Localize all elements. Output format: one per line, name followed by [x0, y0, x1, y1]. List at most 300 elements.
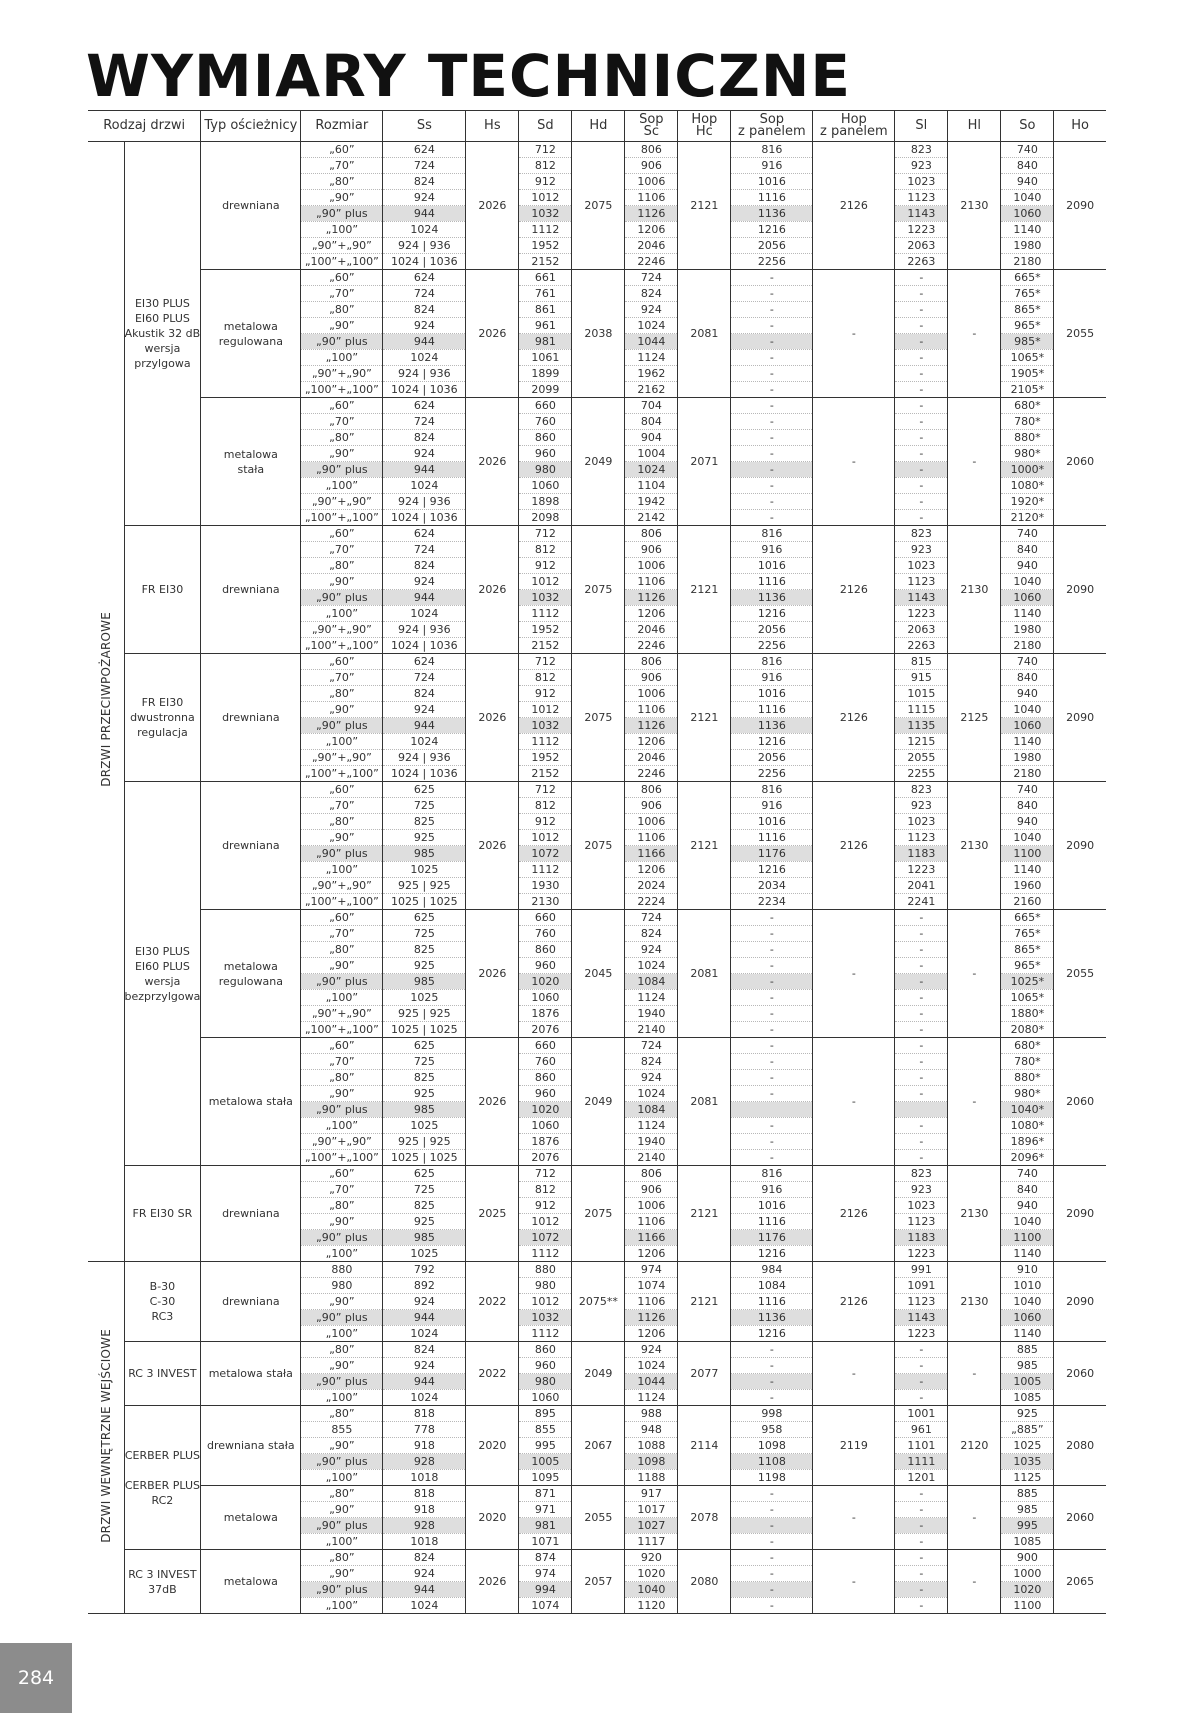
sop-panel-cell: -: [731, 462, 813, 478]
ss-cell: 1025: [383, 990, 466, 1006]
sop-sc-cell: 1074: [625, 1278, 678, 1294]
sop-panel-cell: -: [731, 1598, 813, 1614]
size-cell: „90” plus: [301, 1310, 383, 1326]
sop-sc-cell: 704: [625, 398, 678, 414]
size-cell: „80”: [301, 686, 383, 702]
sop-panel-cell: 816: [731, 526, 813, 542]
size-cell: „70”: [301, 158, 383, 174]
size-cell: „90”: [301, 958, 383, 974]
hop-panel-cell: 2126: [813, 1166, 895, 1262]
sop-sc-cell: 806: [625, 782, 678, 798]
sop-sc-cell: 906: [625, 1182, 678, 1198]
sop-sc-cell: 806: [625, 142, 678, 158]
size-cell: 880: [301, 1262, 383, 1278]
ss-cell: 625: [383, 1038, 466, 1054]
door-type-cell: CERBER PLUS CERBER PLUS RC2: [124, 1406, 201, 1550]
sd-cell: 661: [519, 270, 572, 286]
sd-cell: 812: [519, 1182, 572, 1198]
sl-cell: 2055: [895, 750, 948, 766]
hl-cell: 2130: [948, 142, 1001, 270]
sd-cell: 1020: [519, 974, 572, 990]
sl-cell: 1123: [895, 830, 948, 846]
sd-cell: 712: [519, 654, 572, 670]
table-row: [88, 142, 1106, 158]
so-cell: 1080*: [1001, 478, 1054, 494]
ho-cell: 2080: [1054, 1406, 1106, 1486]
sd-cell: 960: [519, 1358, 572, 1374]
so-cell: 985*: [1001, 334, 1054, 350]
sop-panel-cell: -: [731, 1342, 813, 1358]
so-cell: 965*: [1001, 958, 1054, 974]
ss-cell: 944: [383, 718, 466, 734]
sl-cell: -: [895, 510, 948, 526]
hd-cell: 2075: [572, 526, 625, 654]
hd-cell: 2075**: [572, 1262, 625, 1342]
hd-cell: 2075: [572, 142, 625, 270]
door-type-cell: FR EI30 SR: [124, 1166, 201, 1262]
sd-cell: 860: [519, 942, 572, 958]
sl-cell: -: [895, 366, 948, 382]
sop-panel-cell: 1016: [731, 814, 813, 830]
sop-sc-cell: 1126: [625, 590, 678, 606]
hs-cell: 2020: [466, 1486, 519, 1550]
ss-cell: 1024 | 1036: [383, 382, 466, 398]
so-cell: 1085: [1001, 1390, 1054, 1406]
sop-sc-cell: 1940: [625, 1006, 678, 1022]
sd-cell: 895: [519, 1406, 572, 1422]
sop-panel-cell: -: [731, 958, 813, 974]
sl-cell: 923: [895, 542, 948, 558]
sl-cell: -: [895, 1038, 948, 1054]
size-cell: „100”: [301, 1246, 383, 1262]
sop-panel-cell: 1136: [731, 206, 813, 222]
sl-cell: -: [895, 1550, 948, 1566]
sop-panel-cell: 1216: [731, 734, 813, 750]
ho-cell: 2060: [1054, 1486, 1106, 1550]
sd-cell: 660: [519, 910, 572, 926]
size-cell: „90”+„90”: [301, 750, 383, 766]
so-cell: „885”: [1001, 1422, 1054, 1438]
sd-cell: 860: [519, 1342, 572, 1358]
sop-panel-cell: 2256: [731, 766, 813, 782]
sop-sc-cell: 1206: [625, 862, 678, 878]
sop-panel-cell: -: [731, 1118, 813, 1134]
hl-cell: 2125: [948, 654, 1001, 782]
table-row: [88, 270, 1106, 286]
ss-cell: 1025: [383, 862, 466, 878]
so-cell: 995: [1001, 1518, 1054, 1534]
sd-cell: 2152: [519, 766, 572, 782]
sl-cell: -: [895, 382, 948, 398]
sop-sc-cell: 1206: [625, 606, 678, 622]
sop-sc-cell: 2046: [625, 622, 678, 638]
sop-panel-cell: 2056: [731, 750, 813, 766]
ss-cell: 1018: [383, 1470, 466, 1486]
ss-cell: 925: [383, 830, 466, 846]
hop-panel-cell: 2126: [813, 654, 895, 782]
so-cell: 1040: [1001, 574, 1054, 590]
sd-cell: 712: [519, 782, 572, 798]
so-cell: 1040: [1001, 1214, 1054, 1230]
frame-type-cell: drewniana: [201, 526, 301, 654]
hop-panel-cell: 2126: [813, 142, 895, 270]
sop-panel-cell: -: [731, 974, 813, 990]
sop-panel-cell: 1016: [731, 686, 813, 702]
sop-panel-cell: 1216: [731, 862, 813, 878]
ss-cell: 925: [383, 1214, 466, 1230]
so-cell: 2180: [1001, 254, 1054, 270]
header-hl: Hl: [948, 111, 1001, 142]
so-cell: 1000: [1001, 1566, 1054, 1582]
sop-panel-cell: 916: [731, 1182, 813, 1198]
hs-cell: 2026: [466, 654, 519, 782]
hop-panel-cell: 2119: [813, 1406, 895, 1486]
sl-cell: -: [895, 990, 948, 1006]
ss-cell: 924: [383, 574, 466, 590]
ss-cell: 944: [383, 462, 466, 478]
sop-panel-cell: -: [731, 1086, 813, 1102]
size-cell: „80”: [301, 1550, 383, 1566]
sop-sc-cell: 1126: [625, 1310, 678, 1326]
hop-panel-cell: -: [813, 1486, 895, 1550]
sop-sc-cell: 1044: [625, 1374, 678, 1390]
sop-sc-cell: 1188: [625, 1470, 678, 1486]
sd-cell: 980: [519, 462, 572, 478]
sd-cell: 880: [519, 1262, 572, 1278]
header-typ-oscieznicy: Typ ościeżnicy: [201, 111, 301, 142]
sop-panel-cell: 916: [731, 670, 813, 686]
so-cell: 680*: [1001, 1038, 1054, 1054]
hs-cell: 2026: [466, 910, 519, 1038]
sop-sc-cell: 1120: [625, 1598, 678, 1614]
page-number: 284: [0, 1643, 72, 1713]
sop-panel-cell: -: [731, 510, 813, 526]
hd-cell: 2057: [572, 1550, 625, 1614]
header-sop-sc: Sop Sc: [625, 111, 678, 142]
sl-cell: 823: [895, 782, 948, 798]
sd-cell: 1060: [519, 990, 572, 1006]
so-cell: 1040*: [1001, 1102, 1054, 1118]
sd-cell: 2130: [519, 894, 572, 910]
sd-cell: 1012: [519, 702, 572, 718]
size-cell: „60”: [301, 782, 383, 798]
size-cell: „90” plus: [301, 846, 383, 862]
so-cell: 1005: [1001, 1374, 1054, 1390]
sop-panel-cell: 1084: [731, 1278, 813, 1294]
size-cell: „100”: [301, 734, 383, 750]
sl-cell: 1123: [895, 574, 948, 590]
ss-cell: 925 | 925: [383, 1006, 466, 1022]
so-cell: 940: [1001, 814, 1054, 830]
ss-cell: 918: [383, 1502, 466, 1518]
sop-panel-cell: 816: [731, 782, 813, 798]
sop-sc-cell: 1084: [625, 974, 678, 990]
so-cell: 840: [1001, 158, 1054, 174]
so-cell: 1040: [1001, 1294, 1054, 1310]
sop-sc-cell: 1106: [625, 830, 678, 846]
hop-hc-cell: 2121: [678, 654, 731, 782]
sd-cell: 1012: [519, 1214, 572, 1230]
hop-hc-cell: 2078: [678, 1486, 731, 1550]
header-ss: Ss: [383, 111, 466, 142]
sl-cell: -: [895, 302, 948, 318]
sd-cell: 1061: [519, 350, 572, 366]
sop-panel-cell: -: [731, 1006, 813, 1022]
size-cell: „90” plus: [301, 718, 383, 734]
so-cell: 965*: [1001, 318, 1054, 334]
ss-cell: 625: [383, 910, 466, 926]
sd-cell: 974: [519, 1566, 572, 1582]
so-cell: 1960: [1001, 878, 1054, 894]
so-cell: 1060: [1001, 1310, 1054, 1326]
sop-panel-cell: 998: [731, 1406, 813, 1422]
so-cell: 985: [1001, 1502, 1054, 1518]
ss-cell: 625: [383, 1166, 466, 1182]
sop-sc-cell: 2140: [625, 1022, 678, 1038]
frame-type-cell: drewniana stała: [201, 1406, 301, 1486]
hl-cell: -: [948, 1486, 1001, 1550]
so-cell: 1896*: [1001, 1134, 1054, 1150]
ho-cell: 2055: [1054, 270, 1106, 398]
hd-cell: 2055: [572, 1486, 625, 1550]
table-row: [88, 1342, 1106, 1358]
size-cell: „90”: [301, 318, 383, 334]
sop-panel-cell: -: [731, 1374, 813, 1390]
sd-cell: 971: [519, 1502, 572, 1518]
sop-sc-cell: 2024: [625, 878, 678, 894]
sl-cell: -: [895, 1134, 948, 1150]
sd-cell: 1112: [519, 606, 572, 622]
sd-cell: 912: [519, 1198, 572, 1214]
hl-cell: 2130: [948, 1166, 1001, 1262]
sl-cell: -: [895, 478, 948, 494]
sd-cell: 1899: [519, 366, 572, 382]
hop-hc-cell: 2077: [678, 1342, 731, 1406]
sop-sc-cell: 1117: [625, 1534, 678, 1550]
sop-panel-cell: 2056: [731, 238, 813, 254]
size-cell: „60”: [301, 910, 383, 926]
sop-sc-cell: 1084: [625, 1102, 678, 1118]
ss-cell: 1024 | 1036: [383, 638, 466, 654]
sop-panel-cell: 1116: [731, 1214, 813, 1230]
hs-cell: 2022: [466, 1262, 519, 1342]
sop-panel-cell: -: [731, 446, 813, 462]
size-cell: „60”: [301, 1038, 383, 1054]
sl-cell: -: [895, 958, 948, 974]
frame-type-cell: metalowa: [201, 1486, 301, 1550]
sd-cell: 2152: [519, 254, 572, 270]
size-cell: „90”+„90”: [301, 366, 383, 382]
table-row: [88, 526, 1106, 542]
so-cell: 1140: [1001, 1246, 1054, 1262]
hop-panel-cell: -: [813, 1038, 895, 1166]
sop-panel-cell: -: [731, 350, 813, 366]
ho-cell: 2090: [1054, 1166, 1106, 1262]
ho-cell: 2060: [1054, 1038, 1106, 1166]
sop-panel-cell: -: [731, 926, 813, 942]
ss-cell: 825: [383, 1070, 466, 1086]
size-cell: „90”+„90”: [301, 1134, 383, 1150]
sl-cell: 1023: [895, 558, 948, 574]
ss-cell: 624: [383, 654, 466, 670]
so-cell: 885: [1001, 1342, 1054, 1358]
sl-cell: 823: [895, 526, 948, 542]
ss-cell: 892: [383, 1278, 466, 1294]
ss-cell: 724: [383, 670, 466, 686]
sop-sc-cell: 1962: [625, 366, 678, 382]
ss-cell: 985: [383, 974, 466, 990]
section-label-text: DRZWI WEWNĘTRZNE WEJŚCIOWE: [98, 1328, 113, 1543]
ho-cell: 2090: [1054, 654, 1106, 782]
sop-panel-cell: 1216: [731, 1246, 813, 1262]
so-cell: 1040: [1001, 190, 1054, 206]
sop-panel-cell: -: [731, 302, 813, 318]
size-cell: „90”+„90”: [301, 878, 383, 894]
size-cell: „100”: [301, 1390, 383, 1406]
ss-cell: 725: [383, 1182, 466, 1198]
ss-cell: 818: [383, 1486, 466, 1502]
ss-cell: 944: [383, 1374, 466, 1390]
sop-sc-cell: 1124: [625, 350, 678, 366]
sd-cell: 761: [519, 286, 572, 302]
sop-sc-cell: 724: [625, 1038, 678, 1054]
frame-type-cell: drewniana: [201, 654, 301, 782]
hd-cell: 2049: [572, 1038, 625, 1166]
ss-cell: 624: [383, 142, 466, 158]
size-cell: „80”: [301, 174, 383, 190]
sl-cell: 1023: [895, 174, 948, 190]
sd-cell: 980: [519, 1374, 572, 1390]
sop-panel-cell: -: [731, 910, 813, 926]
so-cell: 980*: [1001, 446, 1054, 462]
sop-sc-cell: 904: [625, 430, 678, 446]
sd-cell: 660: [519, 1038, 572, 1054]
sl-cell: -: [895, 350, 948, 366]
ss-cell: 624: [383, 526, 466, 542]
so-cell: 765*: [1001, 926, 1054, 942]
hl-cell: -: [948, 270, 1001, 398]
sl-cell: -: [895, 1006, 948, 1022]
sl-cell: 1023: [895, 814, 948, 830]
ss-cell: 924: [383, 446, 466, 462]
size-cell: „90”: [301, 1566, 383, 1582]
sd-cell: 1898: [519, 494, 572, 510]
sop-sc-cell: 824: [625, 926, 678, 942]
hs-cell: 2026: [466, 1038, 519, 1166]
sl-cell: -: [895, 398, 948, 414]
sl-cell: 991: [895, 1262, 948, 1278]
size-cell: „100”: [301, 1534, 383, 1550]
hd-cell: 2075: [572, 654, 625, 782]
sl-cell: 1223: [895, 1246, 948, 1262]
sd-cell: 981: [519, 334, 572, 350]
size-cell: „90” plus: [301, 334, 383, 350]
sop-sc-cell: 1106: [625, 1294, 678, 1310]
size-cell: „100”+„100”: [301, 1150, 383, 1166]
so-cell: 940: [1001, 558, 1054, 574]
table-row: [88, 1486, 1106, 1502]
so-cell: 1025*: [1001, 974, 1054, 990]
sop-panel-cell: 916: [731, 542, 813, 558]
so-cell: 1140: [1001, 222, 1054, 238]
sop-panel-cell: 1176: [731, 846, 813, 862]
ss-cell: 985: [383, 1230, 466, 1246]
hop-panel-cell: 2126: [813, 782, 895, 910]
hl-cell: -: [948, 1038, 1001, 1166]
so-cell: 765*: [1001, 286, 1054, 302]
ss-cell: 778: [383, 1422, 466, 1438]
sop-sc-cell: 1166: [625, 846, 678, 862]
sl-cell: 1115: [895, 702, 948, 718]
sop-sc-cell: 1106: [625, 702, 678, 718]
hop-hc-cell: 2121: [678, 1262, 731, 1342]
sd-cell: 960: [519, 1086, 572, 1102]
size-cell: „90”+„90”: [301, 622, 383, 638]
sl-cell: -: [895, 494, 948, 510]
ss-cell: 724: [383, 158, 466, 174]
ss-cell: 824: [383, 302, 466, 318]
sd-cell: 860: [519, 1070, 572, 1086]
ss-cell: 824: [383, 686, 466, 702]
sop-sc-cell: 824: [625, 286, 678, 302]
sop-sc-cell: 1040: [625, 1582, 678, 1598]
so-cell: 740: [1001, 1166, 1054, 1182]
sd-cell: 1060: [519, 1118, 572, 1134]
so-cell: 665*: [1001, 270, 1054, 286]
size-cell: „90” plus: [301, 462, 383, 478]
sd-cell: 660: [519, 398, 572, 414]
hl-cell: 2130: [948, 782, 1001, 910]
header-hs: Hs: [466, 111, 519, 142]
ss-cell: 1025: [383, 1118, 466, 1134]
sop-sc-cell: 1024: [625, 462, 678, 478]
ss-cell: 985: [383, 846, 466, 862]
size-cell: „70”: [301, 926, 383, 942]
sop-panel-cell: -: [731, 430, 813, 446]
so-cell: 780*: [1001, 1054, 1054, 1070]
sl-cell: -: [895, 1342, 948, 1358]
hop-hc-cell: 2080: [678, 1550, 731, 1614]
size-cell: „70”: [301, 414, 383, 430]
hl-cell: -: [948, 910, 1001, 1038]
size-cell: „90” plus: [301, 1374, 383, 1390]
size-cell: „100”: [301, 1470, 383, 1486]
so-cell: 925: [1001, 1406, 1054, 1422]
sop-panel-cell: 1216: [731, 606, 813, 622]
sl-cell: 2241: [895, 894, 948, 910]
sop-sc-cell: 2246: [625, 766, 678, 782]
so-cell: 1040: [1001, 702, 1054, 718]
sd-cell: 1032: [519, 1310, 572, 1326]
so-cell: 740: [1001, 142, 1054, 158]
hop-panel-cell: 2126: [813, 526, 895, 654]
sop-panel-cell: -: [731, 334, 813, 350]
frame-type-cell: drewniana: [201, 782, 301, 910]
size-cell: „90”: [301, 1086, 383, 1102]
size-cell: 980: [301, 1278, 383, 1294]
hs-cell: 2026: [466, 1550, 519, 1614]
size-cell: „90” plus: [301, 974, 383, 990]
sd-cell: 812: [519, 542, 572, 558]
size-cell: „70”: [301, 1182, 383, 1198]
sd-cell: 1112: [519, 222, 572, 238]
so-cell: 980*: [1001, 1086, 1054, 1102]
sop-sc-cell: 1006: [625, 814, 678, 830]
sl-cell: -: [895, 1598, 948, 1614]
sop-panel-cell: 816: [731, 1166, 813, 1182]
sl-cell: -: [895, 974, 948, 990]
sop-panel-cell: 1116: [731, 1294, 813, 1310]
